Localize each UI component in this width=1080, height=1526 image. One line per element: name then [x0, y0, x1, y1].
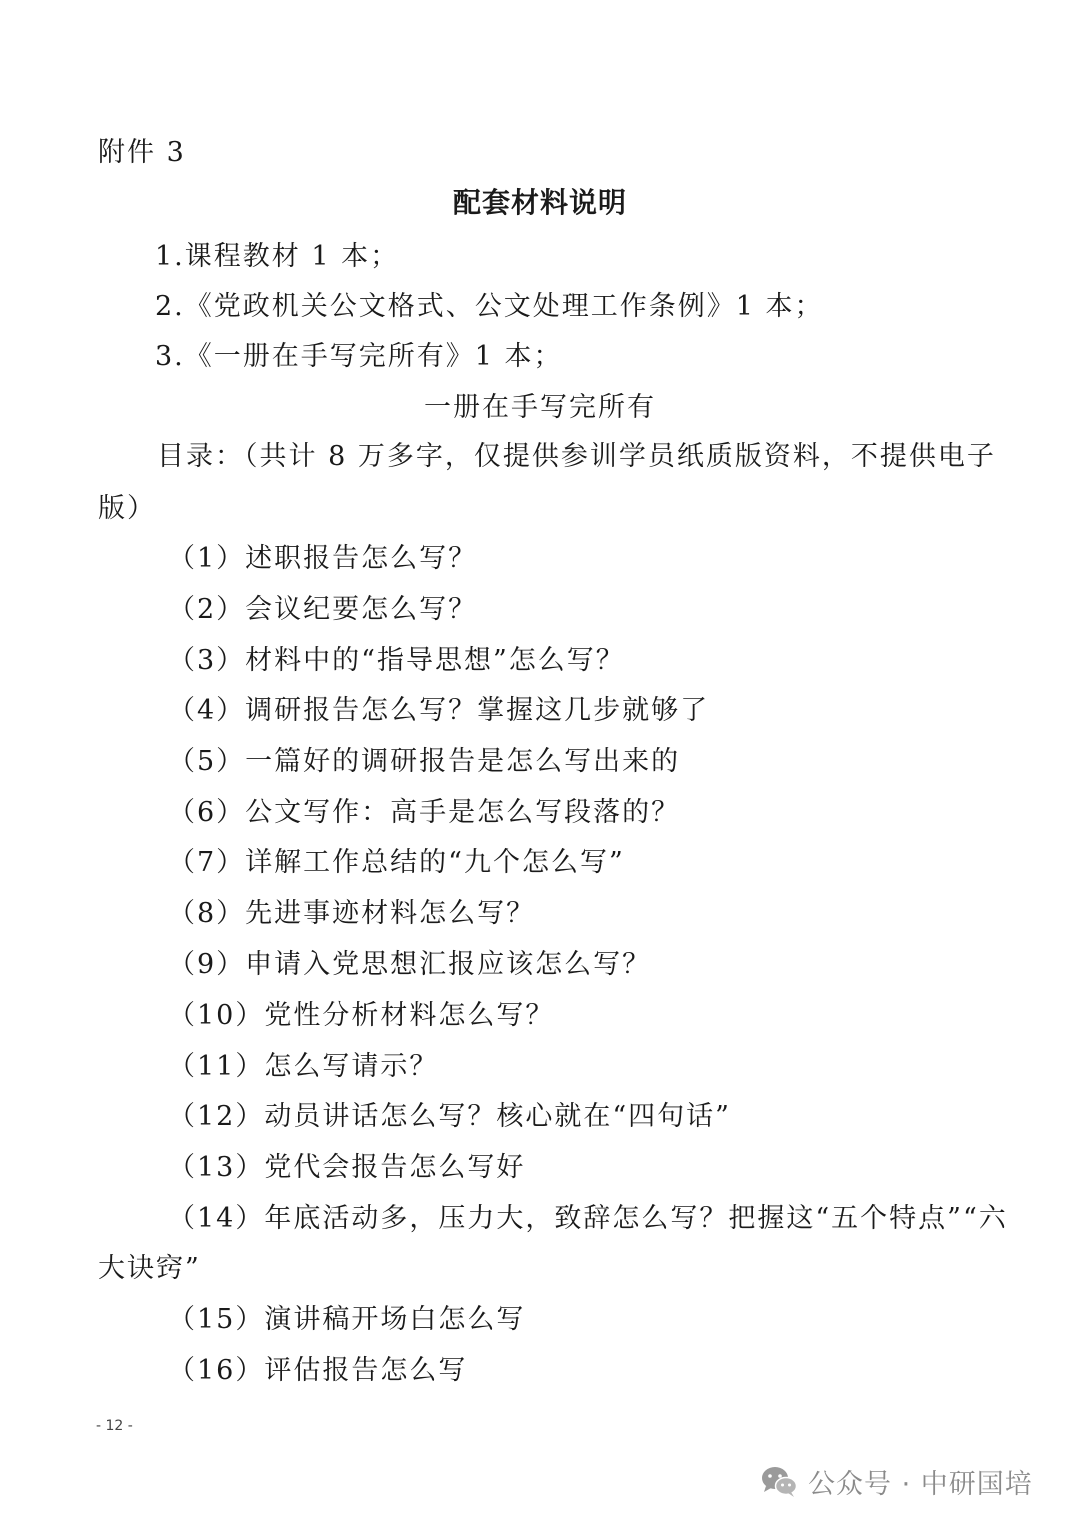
- toc-item: （6）公文写作：高手是怎么写段落的？: [168, 797, 681, 828]
- toc-item: （5）一篇好的调研报告是怎么写出来的: [168, 746, 681, 777]
- toc-item: （7）详解工作总结的“九个怎么写”: [168, 847, 625, 878]
- toc-item: （13）党代会报告怎么写好: [168, 1152, 526, 1183]
- toc-item: （8）先进事迹材料怎么写？: [168, 898, 536, 929]
- material-item: 2.《党政机关公文格式、公文处理工作条例》1 本；: [155, 291, 824, 322]
- watermark: [760, 1462, 1033, 1501]
- toc-item: （14）年底活动多，压力大，致辞怎么写？把握这“五个特点”“六: [168, 1203, 1008, 1234]
- toc-item: （4）调研报告怎么写？掌握这几步就够了: [168, 695, 710, 726]
- toc-item: （9）申请入党思想汇报应该怎么写？: [168, 949, 652, 980]
- toc-item: （10）党性分析材料怎么写？: [168, 1000, 555, 1031]
- material-item: 3.《一册在手写完所有》1 本；: [155, 341, 563, 372]
- toc-item: （1）述职报告怎么写？: [168, 543, 478, 574]
- toc-item-continuation: 大诀窍”: [98, 1253, 201, 1284]
- page-title: 配套材料说明: [452, 186, 627, 219]
- watermark-text: 公众号 · 中研国培: [808, 1469, 1033, 1500]
- book-title: 一册在手写完所有: [424, 392, 656, 423]
- material-item: 1.课程教材 1 本；: [155, 241, 400, 272]
- toc-item: （15）演讲稿开场白怎么写: [168, 1304, 526, 1335]
- toc-intro-line: 版）: [98, 493, 156, 524]
- toc-item: （2）会议纪要怎么写？: [168, 594, 478, 625]
- wechat-icon: [760, 1465, 798, 1499]
- toc-item: （3）材料中的“指导思想”怎么写？: [168, 645, 625, 676]
- toc-item: （16）评估报告怎么写: [168, 1355, 468, 1386]
- attachment-label: 附件 3: [98, 137, 186, 168]
- toc-item: （11）怎么写请示？: [168, 1051, 439, 1082]
- toc-item: （12）动员讲话怎么写？核心就在“四句话”: [168, 1101, 731, 1132]
- toc-intro-line: 目录：（共计 8 万多字，仅提供参训学员纸质版资料，不提供电子: [157, 441, 996, 472]
- page-number: - 12 -: [96, 1418, 133, 1434]
